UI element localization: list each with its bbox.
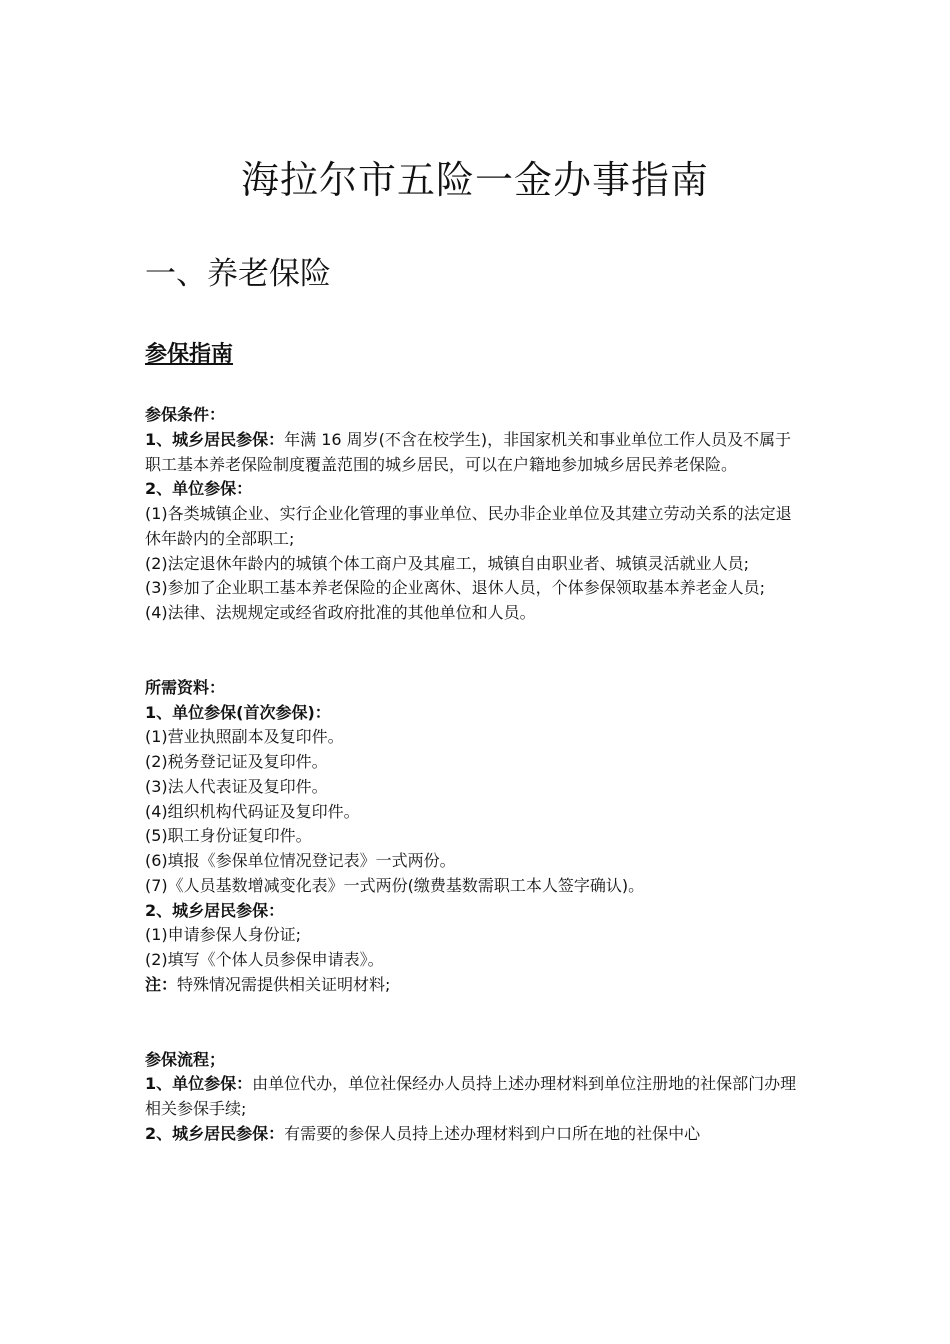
materials-unit-line: (5)职工身份证复印件。	[145, 826, 312, 846]
process-item-1	[145, 1072, 807, 1122]
condition-line: (1)各类城镇企业、实行企业化管理的事业单位、民办非企业单位及其建立劳动关系的法定退休年龄内的全部职工;	[145, 504, 792, 548]
condition-line: (3)参加了企业职工基本养老保险的企业离休、退休人员，个体参保领取基本养老金人员;	[145, 578, 766, 598]
process-heading: 参保流程；	[145, 1049, 226, 1069]
condition-item-1-text: 年满 16 周岁(不含在校学生)，非国家机关和事业单位工作人员及不属于职工基本养老保险制度覆盖范围的城乡居民，可以在户籍地参加城乡居民养老保险。	[145, 429, 792, 474]
condition-item-1	[145, 428, 807, 478]
conditions-heading: 参保条件：	[145, 405, 226, 424]
materials-unit-line: (6)填报《参保单位情况登记表》一式两份。	[145, 851, 456, 870]
document-title: 海拉尔市五险一金办事指南	[240, 158, 709, 202]
materials-heading: 所需资料：	[145, 677, 226, 697]
materials-note-text: 特殊情况需提供相关证明材料;	[177, 974, 391, 994]
condition-line: (2)法定退休年龄内的城镇个体工商户及其雇工，城镇自由职业者、城镇灵活就业人员;	[145, 553, 750, 573]
materials-resident-label: 2、城乡居民参保：	[145, 900, 285, 920]
materials-unit-line: (4)组织机构代码证及复印件。	[145, 801, 360, 821]
process-item-1-text: 由单位代办，单位社保经办人员持上述办理材料到单位注册地的社保部门办理相关参保手续;	[145, 1074, 797, 1118]
materials-block	[145, 676, 807, 998]
section-heading: 一、养老保险	[145, 256, 331, 292]
materials-unit-label: 1、单位参保(首次参保)：	[145, 702, 331, 722]
process-item-1-label: 1、单位参保：	[145, 1074, 253, 1094]
process-block	[145, 1048, 807, 1147]
materials-note-label: 注：	[145, 974, 178, 994]
process-item-2-text: 有需要的参保人员持上述办理材料到户口所在地的社保中心	[284, 1123, 701, 1143]
materials-unit-line: (3)法人代表证及复印件。	[145, 776, 328, 796]
materials-unit-line: (1)营业执照副本及复印件。	[145, 727, 344, 747]
process-item-2	[145, 1122, 807, 1147]
materials-unit-line: (7)《人员基数增减变化表》一式两份(缴费基数需职工本人签字确认)。	[145, 875, 645, 895]
document-body	[145, 403, 807, 1147]
materials-resident-line: (1)申请参保人身份证;	[145, 925, 302, 945]
materials-unit-line: (2)税务登记证及复印件。	[145, 752, 328, 771]
process-item-2-label: 2、城乡居民参保：	[145, 1123, 285, 1143]
condition-item-1-label: 1、城乡居民参保：	[145, 429, 285, 449]
materials-note	[145, 973, 807, 998]
condition-line: (4)法律、法规规定或经省政府批准的其他单位和人员。	[145, 603, 536, 622]
condition-item-2-label: 2、单位参保：	[145, 479, 253, 499]
materials-resident-line: (2)填写《个体人员参保申请表》。	[145, 950, 384, 969]
subsection-heading: 参保指南	[145, 342, 234, 367]
